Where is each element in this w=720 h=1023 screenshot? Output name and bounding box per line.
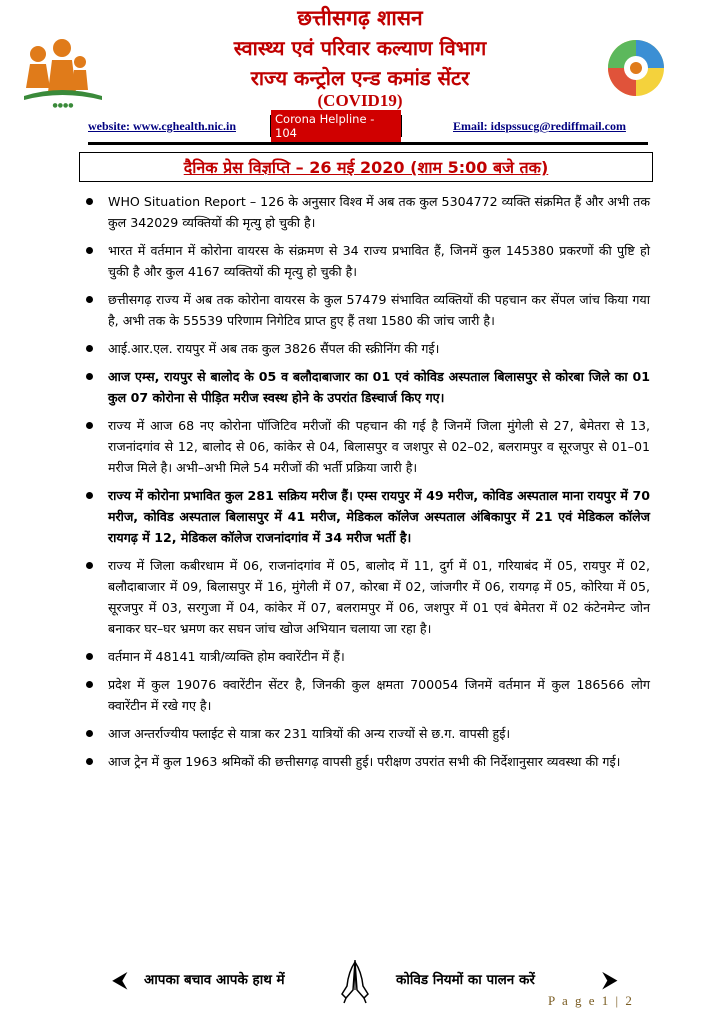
slogan-right: कोविड नियमों का पालन करें: [396, 972, 535, 988]
government-heading: छत्तीसगढ़ शासन: [297, 5, 423, 30]
website-link[interactable]: website: www.cghealth.nic.in: [88, 119, 236, 133]
arrow-right-icon: ⮞: [602, 968, 618, 993]
bullet-icon: [86, 730, 93, 737]
bullet-list: [80, 191, 650, 779]
email-link[interactable]: Email: idspssucg@rediffmail.com: [453, 119, 626, 133]
bullet-text: राज्य में जिला कबीरधाम में 06, राजनांदगांव में 05, बालोद में 11, दुर्ग में 01, गरियाबंद में 05, रायपुर में 02, बलौदाबाजार में 09, बिलासपुर में 16, मुंगेली में 07, कोरबा में 02, जांजगीर में 06, रायगढ़ में 05, कोरिया में 05, सूरजपुर में 03, सरगुजा में 04, कांकेर में 07, बलरामपुर में 06, जशपुर में 01 एवं बेमेतरा में 02 कंटेनमेन्ट जोन बनाकर घर–घर भ्रमण कर सघन जांच खोज अभियान चलाया जा रहा है।: [108, 558, 651, 636]
bullet-item: [80, 674, 650, 716]
bullet-text: छत्तीसगढ़ राज्य में अब तक कोरोना वायरस के कुल 57479 संभावित व्यक्तियों की पहचान कर सेंपल जांच किया गया है, अभी तक के 55539 परिणाम निगेटिव प्राप्त हुए हैं तथा 1580 की जांच जारी है।: [108, 292, 650, 328]
bullet-item: [80, 485, 650, 548]
footer: [0, 960, 720, 1023]
bullet-text: राज्य में आज 68 नए कोरोना पॉजिटिव मरीजों की पहचान की गई है जिनमें जिला मुंगेली से 27, बेमेतरा से 13, राजनांदगांव से 12, बालोद से 06, कांकेर से 04, बिलासपुर व जशपुर से 02–02, बलरामपुर व सूरजपुर से 01–01 मरीज मिले है। अभी–अभी मिले 54 मरीजों की भर्ती प्रक्रिया जारी है।: [108, 418, 650, 475]
svg-text:●●●●: ●●●●: [52, 102, 74, 108]
idsp-logo: [604, 36, 668, 100]
bullet-item: [80, 555, 650, 639]
bullet-text: वर्तमान में 48141 यात्री/व्यक्ति होम क्वारेंटीन में हैं।: [108, 649, 345, 664]
bullet-text: आई.आर.एल. रायपुर में अब तक कुल 3826 सैंपल की स्क्रीनिंग की गई।: [108, 341, 440, 356]
bullet-icon: [86, 247, 93, 254]
folded-hands-icon: [338, 960, 372, 1004]
bullet-text: आज ट्रेन में कुल 1963 श्रमिकों की छत्तीसगढ़ वापसी हुई। परीक्षण उपरांत सभी की निर्देशानुसार व्यवस्था की गई।: [108, 754, 621, 769]
helpline-label: Corona Helpline - 104: [271, 110, 401, 142]
letterhead: [0, 0, 720, 112]
bullet-item: [80, 338, 650, 359]
slogan-left: आपका बचाव आपके हाथ में: [144, 972, 285, 988]
bullet-text: आज एम्स, रायपुर से बालोद के 05 व बलौदाबाजार का 01 एवं कोविड अस्पताल बिलासपुर से कोरबा जिले का 01 कुल 07 कोरोना से पीड़ित मरीज स्वस्थ होने के उपरांत डिस्चार्ज किए गए।: [108, 369, 650, 405]
bullet-icon: [86, 492, 93, 499]
bullet-icon: [86, 198, 93, 205]
bullet-item: [80, 723, 650, 744]
helpline-box: [270, 112, 402, 140]
press-release-title: दैनिक प्रेस विज्ञप्ति – 26 मई 2020 (शाम 5:00 बजे तक): [183, 158, 549, 177]
control-centre-heading: राज्य कन्ट्रोल एन्ड कमांड सेंटर: [250, 66, 470, 90]
bullet-item: [80, 751, 650, 772]
bullet-item: [80, 240, 650, 282]
bullet-item: [80, 366, 650, 408]
page-number: P a g e 1 | 2: [548, 993, 634, 1008]
covid-heading: (COVID19): [317, 91, 403, 110]
contact-bar: [88, 112, 648, 140]
arrow-left-icon: ⮜: [112, 968, 128, 993]
bullet-icon: [86, 422, 93, 429]
bullet-text: WHO Situation Report – 126 के अनुसार विश्व में अब तक कुल 5304772 व्यक्ति संक्रमित हैं और अभी तक कुल 342029 व्यक्तियों की मृत्यु हो चुकी है।: [108, 194, 650, 230]
bullet-item: [80, 646, 650, 667]
bullet-text: भारत में वर्तमान में कोरोना वायरस के संक्रमण से 34 राज्य प्रभावित हैं, जिनमें कुल 145380 प्रकरणों की पुष्टि हो चुकी है और कुल 4167 व्यक्तियों की मृत्यु हो चुकी है।: [108, 243, 650, 279]
header-divider: [88, 142, 648, 145]
bullet-item: [80, 289, 650, 331]
bullet-icon: [86, 373, 93, 380]
bullet-icon: [86, 345, 93, 352]
bullet-icon: [86, 681, 93, 688]
bullet-icon: [86, 758, 93, 765]
bullet-icon: [86, 562, 93, 569]
bullet-icon: [86, 653, 93, 660]
department-heading: स्वास्थ्य एवं परिवार कल्याण विभाग: [233, 36, 487, 60]
bullet-text: राज्य में कोरोना प्रभावित कुल 281 सक्रिय मरीज हैं। एम्स रायपुर में 49 मरीज, कोविड अस्पताल माना रायपुर में 70 मरीज, कोविड अस्पताल बिलासपुर में 41 मरीज, मेडिकल कॉलेज अस्पताल अंबिकापुर में 21 एवं मेडिकल कॉलेज रायगढ़ में 12, मेडिकल कॉलेज राजनांदगांव में 34 मरीज भर्ती है।: [108, 488, 650, 545]
bullet-item: [80, 415, 650, 478]
bullet-text: आज अन्तर्राज्यीय फ्लाईट से यात्रा कर 231 यात्रियों की अन्य राज्यों से छ.ग. वापसी हुई।: [108, 726, 511, 741]
press-release-title-box: [79, 152, 653, 182]
bullet-item: [80, 191, 650, 233]
bullet-icon: [86, 296, 93, 303]
bullet-text: प्रदेश में कुल 19076 क्वारेंटीन सेंटर है, जिनकी कुल क्षमता 700054 जिनमें वर्तमान में कुल 186566 लोग क्वारेंटीन में रखे गए है।: [108, 677, 650, 713]
